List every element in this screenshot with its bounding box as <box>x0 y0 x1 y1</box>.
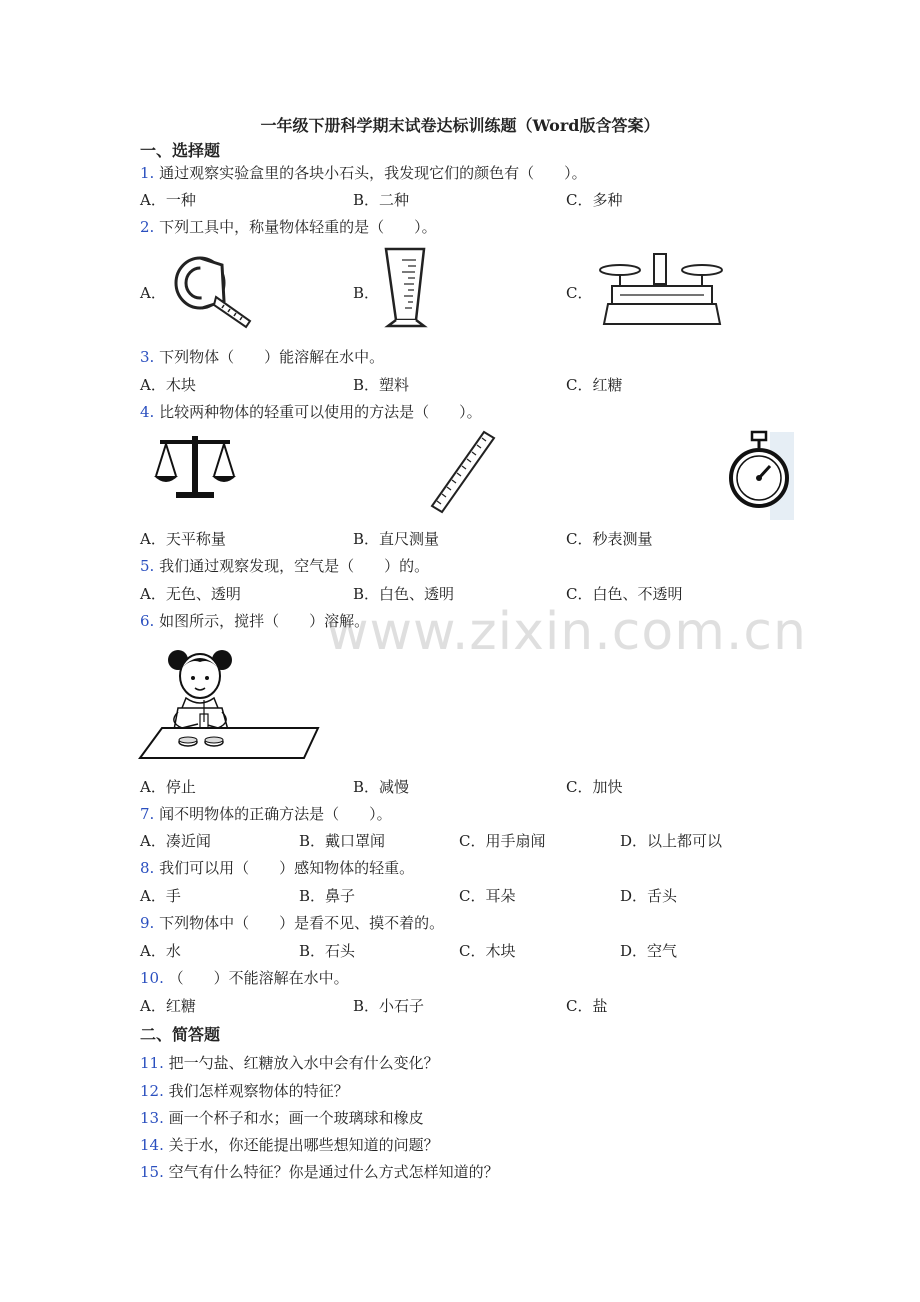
question-5: 5. 我们通过观察发现，空气是（ ）的。 <box>140 557 430 575</box>
question-3: 3. 下列物体（ ）能溶解在水中。 <box>140 348 385 366</box>
section-heading-choice: 一、选择题 <box>140 141 221 160</box>
measuring-cylinder-image <box>382 246 430 332</box>
option-8a: A．手 <box>140 887 181 905</box>
table-balance-image <box>598 250 724 330</box>
question-12: 12. 我们怎样观察物体的特征？ <box>140 1082 349 1100</box>
option-2b: B． <box>353 284 380 302</box>
question-4: 4. 比较两种物体的轻重可以使用的方法是（ ）。 <box>140 403 482 421</box>
option-5b: B．白色、透明 <box>353 585 455 603</box>
option-9a: A．水 <box>140 942 181 960</box>
option-7b: B．戴口罩闻 <box>299 832 386 850</box>
ruler-image <box>426 430 498 514</box>
option-5c: C．白色、不透明 <box>566 585 683 603</box>
option-2a: A． <box>140 284 166 302</box>
option-3a: A．木块 <box>140 376 196 394</box>
option-5a: A．无色、透明 <box>140 585 241 603</box>
option-6c: C．加快 <box>566 778 623 796</box>
girl-stirring-image <box>138 638 322 766</box>
option-8b: B．鼻子 <box>299 887 356 905</box>
option-7a: A．凑近闻 <box>140 832 211 850</box>
question-8: 8. 我们可以用（ ）感知物体的轻重。 <box>140 859 415 877</box>
question-10: 10. （ ）不能溶解在水中。 <box>140 969 349 987</box>
question-15: 15. 空气有什么特征？你是通过什么方式怎样知道的？ <box>140 1163 499 1181</box>
question-2: 2. 下列工具中，称量物体轻重的是（ ）。 <box>140 218 437 236</box>
option-8d: D．舌头 <box>620 887 678 905</box>
option-6b: B．减慢 <box>353 778 410 796</box>
tape-measure-image <box>172 253 256 329</box>
question-13: 13. 画一个杯子和水；画一个玻璃球和橡皮 <box>140 1109 424 1127</box>
option-4a: A．天平称量 <box>140 530 226 548</box>
question-1: 1. 通过观察实验盒里的各块小石头，我发现它们的颜色有（ ）。 <box>140 164 587 182</box>
question-6: 6. 如图所示，搅拌（ ）溶解。 <box>140 612 370 630</box>
option-1b: B．二种 <box>353 191 410 209</box>
option-4c: C．秒表测量 <box>566 530 653 548</box>
balance-scale-image <box>152 432 238 500</box>
option-9d: D．空气 <box>620 942 678 960</box>
option-1a: A．一种 <box>140 191 196 209</box>
option-7c: C．用手扇闻 <box>459 832 546 850</box>
option-10b: B．小石子 <box>353 997 425 1015</box>
option-8c: C．耳朵 <box>459 887 516 905</box>
option-10a: A．红糖 <box>140 997 196 1015</box>
option-3b: B．塑料 <box>353 376 410 394</box>
watermark: www.zixin.com.cn <box>326 602 807 662</box>
option-6a: A．停止 <box>140 778 196 796</box>
stopwatch-image <box>724 428 794 520</box>
option-2c: C． <box>566 284 593 302</box>
option-4b: B．直尺测量 <box>353 530 440 548</box>
option-10c: C．盐 <box>566 997 608 1015</box>
question-14: 14. 关于水，你还能提出哪些想知道的问题？ <box>140 1136 439 1154</box>
option-3c: C．红糖 <box>566 376 623 394</box>
section-heading-short-answer: 二、简答题 <box>140 1025 221 1044</box>
page-title: 一年级下册科学期末试卷达标训练题（Word版含答案） <box>260 116 660 135</box>
question-7: 7. 闻不明物体的正确方法是（ ）。 <box>140 805 392 823</box>
option-1c: C．多种 <box>566 191 623 209</box>
option-9c: C．木块 <box>459 942 516 960</box>
question-11: 11. 把一勺盐、红糖放入水中会有什么变化？ <box>140 1054 439 1072</box>
option-9b: B．石头 <box>299 942 356 960</box>
question-9: 9. 下列物体中（ ）是看不见、摸不着的。 <box>140 914 445 932</box>
option-7d: D．以上都可以 <box>620 832 723 850</box>
